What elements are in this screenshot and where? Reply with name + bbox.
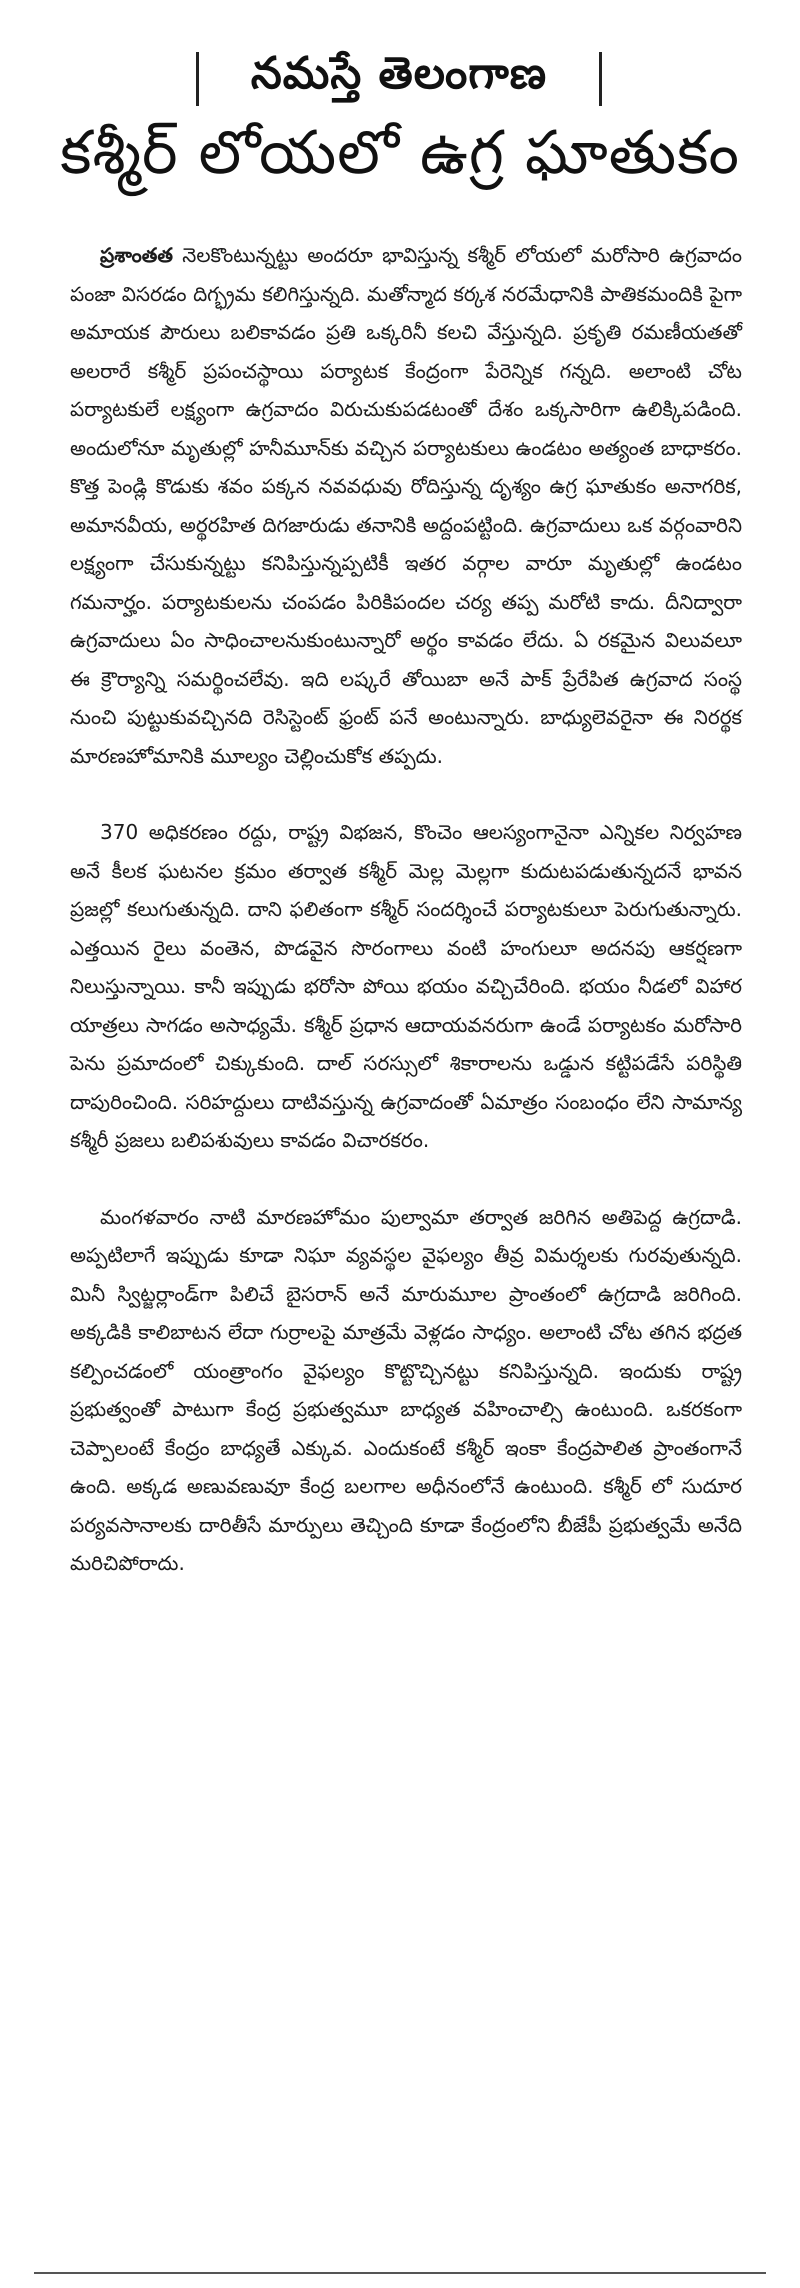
paragraph-1-text: నెలకొంటున్నట్టు అందరూ భావిస్తున్న కశ్మీర్ లోయలో మరోసారి ఉగ్రవాదం పంజా విసరడం దిగ్భ్రమ కలిగిస్తున్నది. మతోన్మాద కర్కశ నరమేధానికి పాతికమందికి పైగా అమాయక పౌరులు బలికావడం ప్రతి ఒక్కరినీ కలచి వేస్తున్నది. ప్రకృతి రమణీయతతో అలరారే కశ్మీర్ ప్రపంచస్థాయి పర్యాటక కేంద్రంగా పేరెన్నిక గన్నది. అలాంటి చోట పర్యాటకులే లక్ష్యంగా ఉగ్రవాదం విరుచుకుపడటంతో దేశం ఒక్కసారిగా ఉలిక్కిపడింది. అందులోనూ మృతుల్లో హనీమూన్‌కు వచ్చిన పర్యాటకులు ఉండటం అత్యంత బాధాకరం. కొత్త పెండ్లి కొడుకు శవం పక్కన నవవధువు రోదిస్తున్న దృశ్యం ఉగ్ర ఘాతుకం అనాగరిక, అమానవీయ, అర్థరహిత దిగజారుడు తనానికి అద్దంపట్టింది. ఉగ్రవాదులు ఒక వర్గంవారిని లక్ష్యంగా చేసుకున్నట్టు కనిపిస్తున్నప్పటికీ ఇతర వర్గాల వారూ మృతుల్లో ఉండటం గమనార్హం. పర్యాటకులను చంపడం పిరికిపందల చర్య తప్ప మరోటి కాదు. దీనిద్వారా ఉగ్రవాదులు ఏం సాధించాలనుకుంటున్నారో అర్థం కావడం లేదు. ఏ రకమైన విలువలూ ఈ క్రౌర్యాన్ని సమర్థించలేవు. ఇది లష్కరే తోయిబా అనే పాక్ ప్రేరేపిత ఉగ్రవాద సంస్థ నుంచి పుట్టుకువచ్చినది రెసిస్టెంట్ ఫ్రంట్ పనే అంటున్నారు. బాధ్యులెవరైనా ఈ నిరర్థక మారణహోమానికి మూల్యం చెల్లించుకోక తప్పదు. [70, 243, 742, 768]
masthead-left-rule [196, 52, 199, 106]
headline: కశ్మీర్ లోయలో ఉగ్ర ఘాతుకం [60, 118, 740, 188]
masthead [196, 48, 602, 110]
masthead-title: నమస్తే తెలంగాణ [250, 48, 548, 99]
bottom-rule [34, 2272, 766, 2274]
paragraph-2: 370 అధికరణం రద్దు, రాష్ట్ర విభజన, కొంచెం ఆలస్యంగానైనా ఎన్నికల నిర్వహణ అనే కీలక ఘటనల క్రమం తర్వాత కశ్మీర్ మెల్ల మెల్లగా కుదుటపడుతున్నదనే భావన ప్రజల్లో కలుగుతున్నది. దాని ఫలితంగా కశ్మీర్ సందర్శించే పర్యాటకులూ పెరుగుతున్నారు. ఎత్తయిన రైలు వంతెన, పొడవైన సొరంగాలు వంటి హంగులూ అదనపు ఆకర్షణగా నిలుస్తున్నాయి. కానీ ఇప్పుడు భరోసా పోయి భయం వచ్చిచేరింది. భయం నీడలో విహార యాత్రలు సాగడం అసాధ్యమే. కశ్మీర్ ప్రధాన ఆదాయవనరుగా ఉండే పర్యాటకం మరోసారి పెను ప్రమాదంలో చిక్కుకుంది. దాల్ సరస్సులో శికారాలను ఒడ్డున కట్టిపడేసే పరిస్థితి దాపురించింది. సరిహద్దులు దాటివస్తున్న ఉగ్రవాదంతో ఏమాత్రం సంబంధం లేని సామాన్య కశ్మీరీ ప్రజలు బలిపశువులు కావడం విచారకరం. [70, 820, 742, 1152]
article-body [70, 236, 742, 1583]
paragraph-1 [70, 236, 742, 775]
paragraph-3: మంగళవారం నాటి మారణహోమం పుల్వామా తర్వాత జరిగిన అతిపెద్ద ఉగ్రదాడి. అప్పటిలాగే ఇప్పుడు కూడా నిఘా వ్యవస్థల వైఫల్యం తీవ్ర విమర్శలకు గురవుతున్నది. మినీ స్విట్జర్లాండ్‌గా పిలిచే బైసరాన్ అనే మారుమూల ప్రాంతంలో ఉగ్రదాడి జరిగింది. అక్కడికి కాలిబాటన లేదా గుర్రాలపై మాత్రమే వెళ్లడం సాధ్యం. అలాంటి చోట తగిన భద్రత కల్పించడంలో యంత్రాంగం వైఫల్యం కొట్టొచ్చినట్టు కనిపిస్తున్నది. ఇందుకు రాష్ట్ర ప్రభుత్వంతో పాటుగా కేంద్ర ప్రభుత్వమూ బాధ్యత వహించాల్సి ఉంటుంది. ఒకరకంగా చెప్పాలంటే కేంద్రం బాధ్యతే ఎక్కువ. ఎందుకంటే కశ్మీర్ ఇంకా కేంద్రపాలిత ప్రాంతంగానే ఉంది. అక్కడ అణువణువూ కేంద్ర బలగాల అధీనంలోనే ఉంటుంది. కశ్మీర్ లో సుదూర పర్యవసానాలకు దారితీసే మార్పులు తెచ్చింది కూడా కేంద్రంలోని బీజేపీ ప్రభుత్వమే అనేది మరిచిపోరాదు. [70, 1204, 742, 1575]
masthead-right-rule [599, 52, 602, 106]
lead-word: ప్రశాంతత [100, 243, 173, 267]
